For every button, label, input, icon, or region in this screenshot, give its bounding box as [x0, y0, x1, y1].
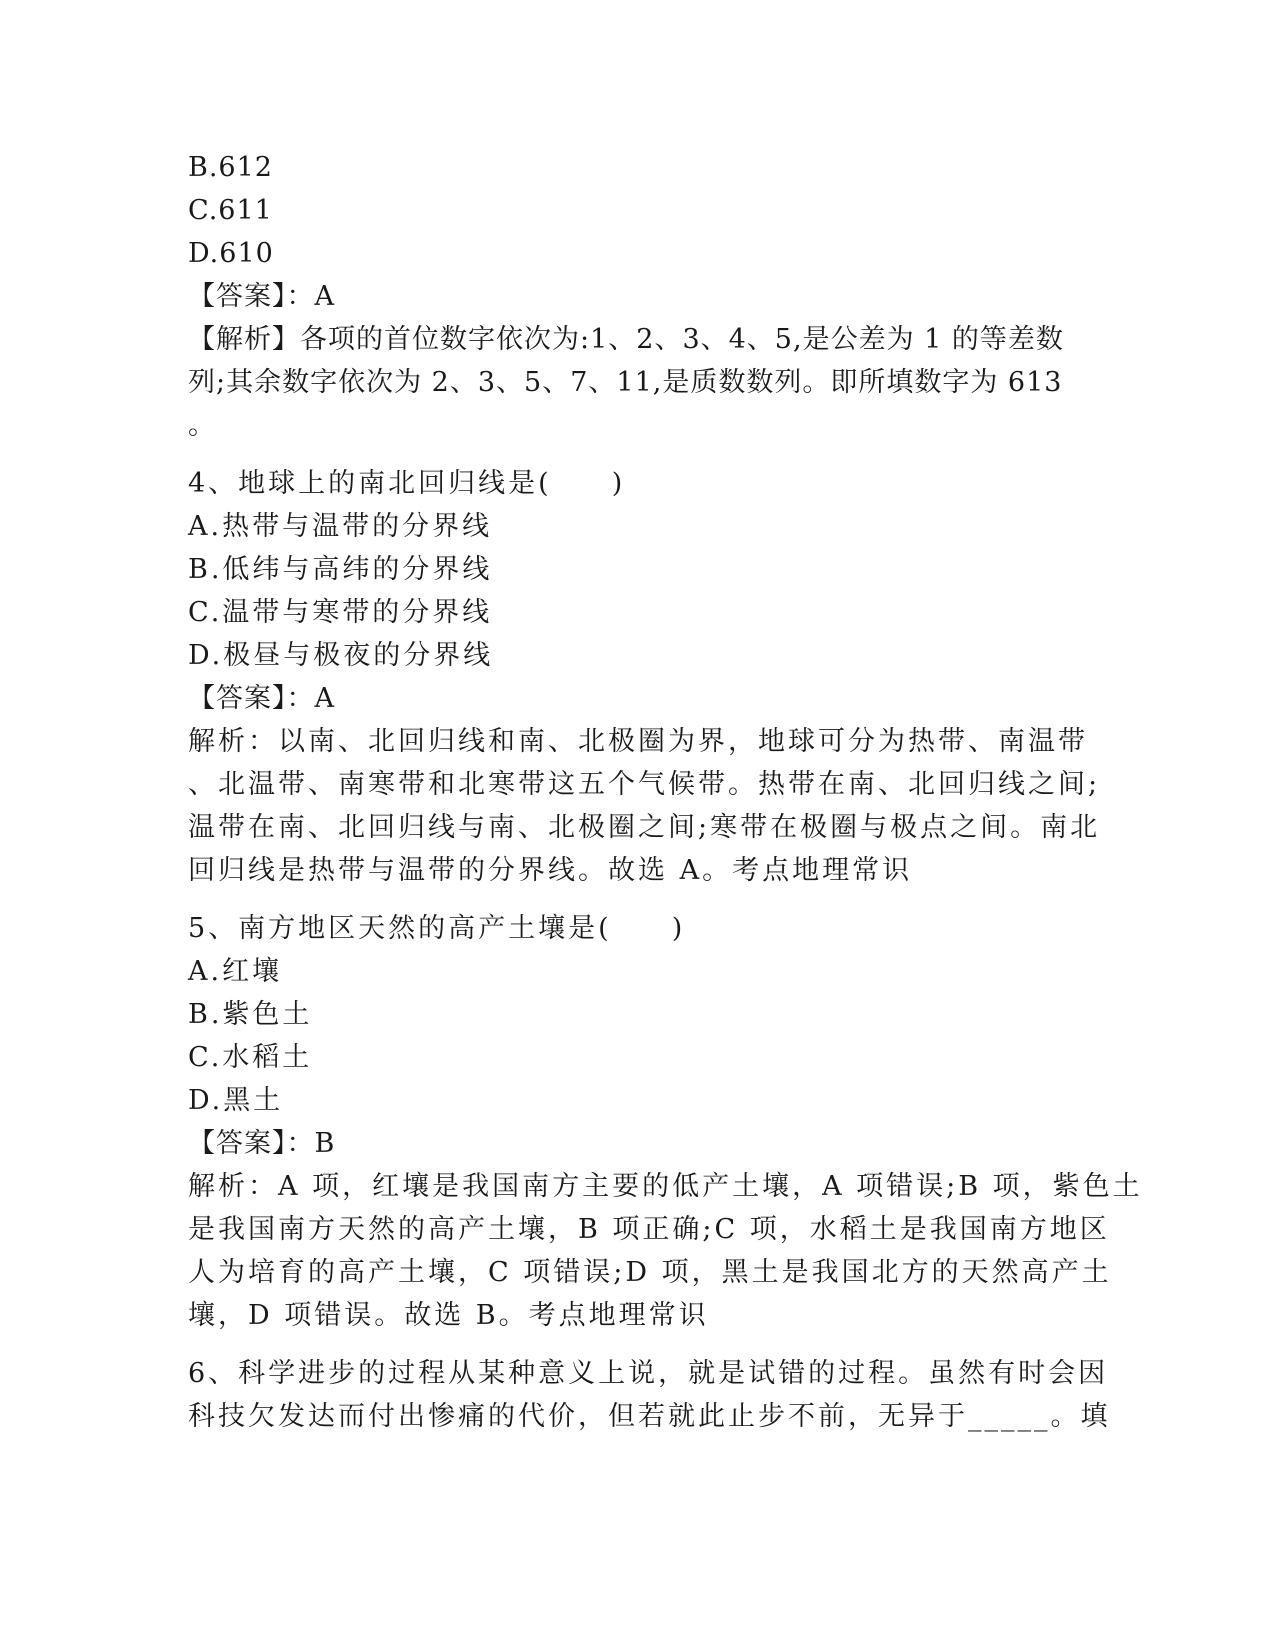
q5-analysis-line: 是我国南方天然的高产土壤，B 项正确;C 项，水稻土是我国南方地区 — [188, 1214, 1110, 1245]
q6-question-line: 科技欠发达而付出惨痛的代价，但若就此止步不前，无异于_____。填 — [188, 1401, 1111, 1432]
q5-analysis-line: 解析：A 项，红壤是我国南方主要的低产土壤，A 项错误;B 项，紫色土 — [188, 1171, 1143, 1202]
q3-analysis-line: 。 — [188, 410, 216, 441]
q5-option-a: A.红壤 — [188, 956, 283, 987]
section-gap — [188, 447, 1088, 462]
q5-option-c: C.水稻土 — [188, 1042, 313, 1073]
q3-analysis-line: 列;其余数字依次为 2、3、5、7、11,是质数数列。即所填数字为 613 — [188, 367, 1063, 398]
q4-analysis-line: 回归线是热带与温带的分界线。故选 A。考点地理常识 — [188, 855, 913, 886]
q3-option-b: B.612 — [188, 152, 273, 183]
q4-option-a: A.热带与温带的分界线 — [188, 511, 493, 542]
section-gap — [188, 892, 1088, 907]
q4-analysis-line: 温带在南、北回归线与南、北极圈之间;寒带在极圈与极点之间。南北 — [188, 812, 1101, 843]
q5-option-d: D.黑土 — [188, 1085, 284, 1116]
q5-option-b: B.紫色土 — [188, 999, 313, 1030]
q4-analysis-line: 解析：以南、北回归线和南、北极圈为界，地球可分为热带、南温带 — [188, 726, 1088, 757]
q4-analysis-line: 、北温带、南寒带和北寒带这五个气候带。热带在南、北回归线之间; — [188, 769, 1101, 800]
q6-question-line: 6、科学进步的过程从某种意义上说，就是试错的过程。虽然有时会因 — [188, 1358, 1109, 1389]
q5-question: 5、南方地区天然的高产土壤是( ) — [188, 913, 686, 944]
section-gap — [188, 1337, 1088, 1352]
q5-answer: 【答案】：B — [188, 1128, 336, 1159]
document-page — [188, 146, 1143, 1438]
q4-answer: 【答案】：A — [188, 683, 335, 714]
q3-option-c: C.611 — [188, 195, 273, 226]
q3-analysis-line: 【解析】各项的首位数字依次为:1、2、3、4、5,是公差为 1 的等差数 — [188, 324, 1064, 355]
q3-answer: 【答案】：A — [188, 281, 335, 312]
q4-option-c: C.温带与寒带的分界线 — [188, 597, 493, 628]
q5-analysis-line: 人为培育的高产土壤，C 项错误;D 项，黑土是我国北方的天然高产土 — [188, 1257, 1112, 1288]
q5-analysis-line: 壤，D 项错误。故选 B。考点地理常识 — [188, 1300, 709, 1331]
q4-question: 4、地球上的南北回归线是( ) — [188, 468, 626, 499]
q4-option-d: D.极昼与极夜的分界线 — [188, 640, 494, 671]
q4-option-b: B.低纬与高纬的分界线 — [188, 554, 493, 585]
q3-option-d: D.610 — [188, 238, 274, 269]
